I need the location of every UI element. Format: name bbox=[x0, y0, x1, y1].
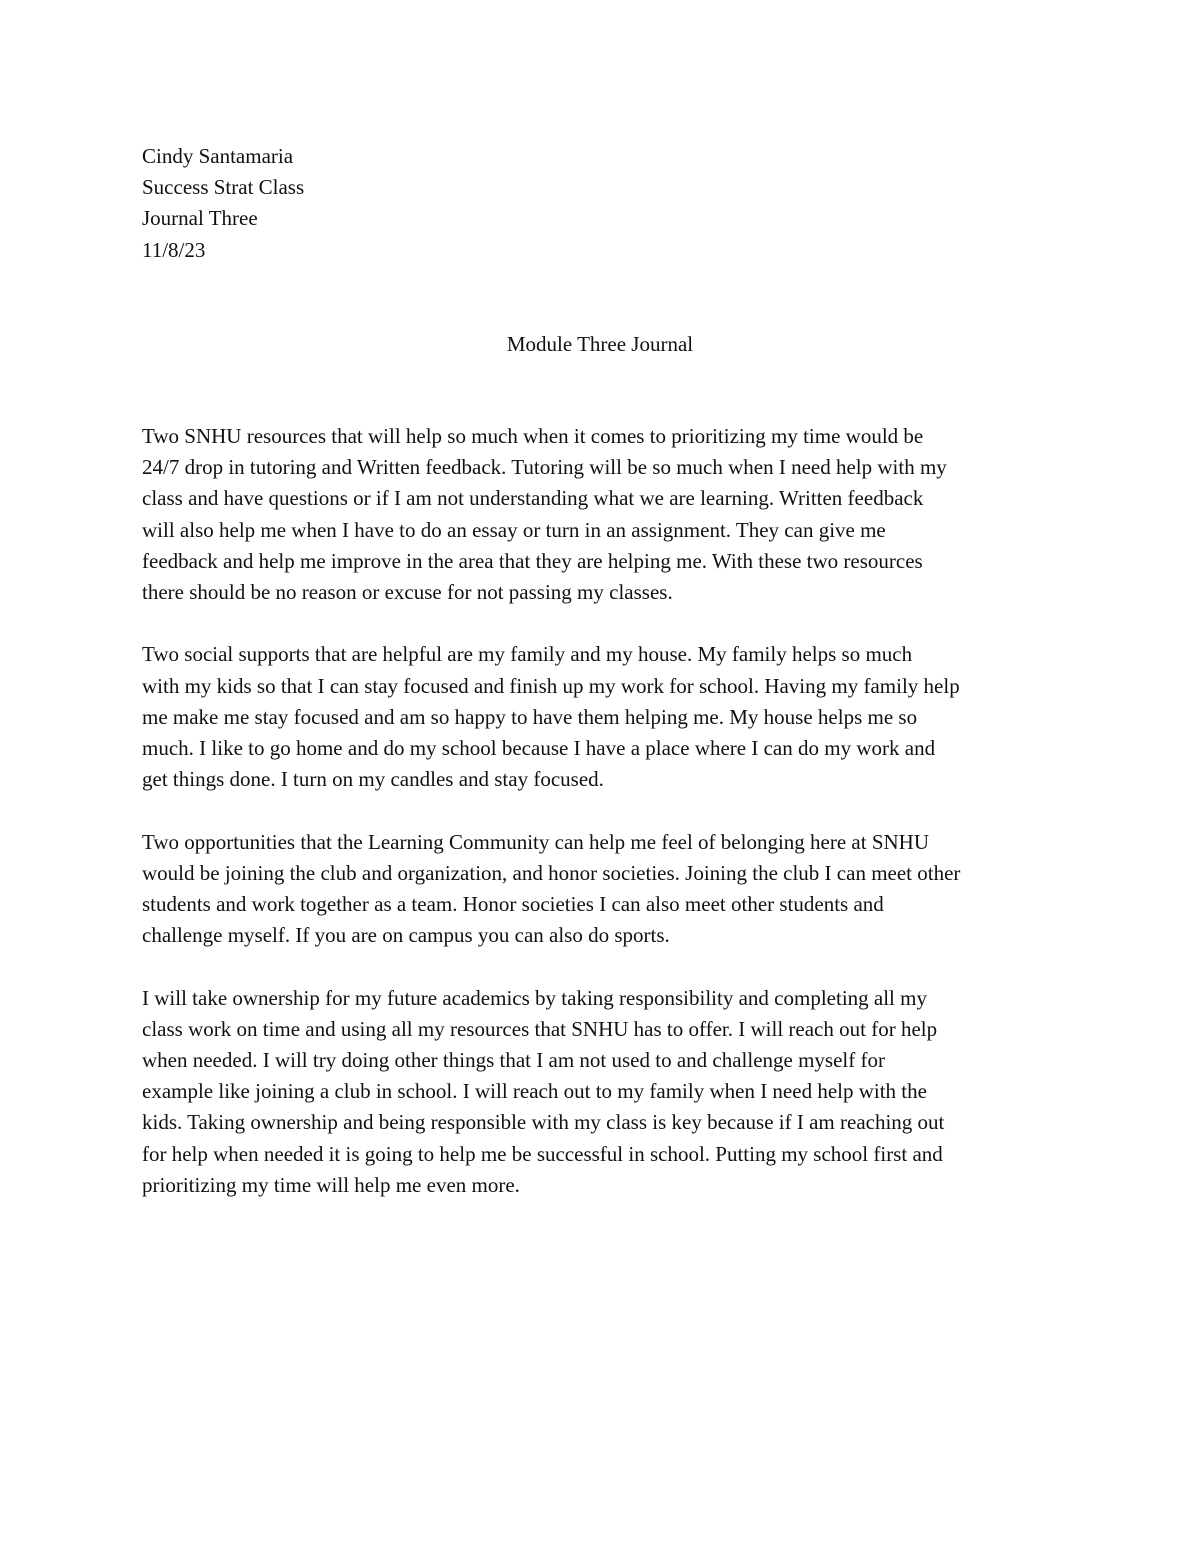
paragraph-snhu-resources bbox=[142, 421, 1072, 608]
paragraph-line: 24/7 drop in tutoring and Written feedback. Tutoring will be so much when I need help with my bbox=[142, 455, 947, 480]
document-date: 11/8/23 bbox=[142, 237, 206, 262]
paragraph-social-supports bbox=[142, 639, 1072, 795]
course-name: Success Strat Class bbox=[142, 175, 305, 200]
paragraph-line: me make me stay focused and am so happy to have them helping me. My house helps me so bbox=[142, 704, 918, 729]
paragraph-line: for help when needed it is going to help me be successful in school. Putting my school first and bbox=[142, 1141, 943, 1166]
document-body bbox=[142, 421, 1072, 1232]
paragraph-learning-community bbox=[142, 827, 1072, 952]
paragraph-line: kids. Taking ownership and being responsible with my class is key because if I am reaching out bbox=[142, 1110, 945, 1135]
paragraph-line: feedback and help me improve in the area that they are helping me. With these two resources bbox=[142, 548, 923, 573]
document-header bbox=[142, 141, 1042, 266]
paragraph-line: when needed. I will try doing other things that I am not used to and challenge myself for bbox=[142, 1048, 885, 1073]
paragraph-line: with my kids so that I can stay focused and finish up my work for school. Having my family help bbox=[142, 673, 960, 698]
author-name: Cindy Santamaria bbox=[142, 144, 294, 168]
assignment-name: Journal Three bbox=[142, 206, 258, 231]
paragraph-line: I will take ownership for my future academics by taking responsibility and completing all my bbox=[142, 985, 927, 1010]
paragraph-line: Two opportunities that the Learning Community can help me feel of belonging here at SNHU bbox=[142, 829, 930, 854]
paragraph-line: would be joining the club and organization, and honor societies. Joining the club I can meet other bbox=[142, 860, 961, 885]
paragraph-line: Two SNHU resources that will help so much when it comes to prioritizing my time would be bbox=[142, 424, 924, 448]
paragraph-line: challenge myself. If you are on campus you can also do sports. bbox=[142, 923, 670, 948]
paragraph-line: there should be no reason or excuse for not passing my classes. bbox=[142, 580, 673, 605]
paragraph-line: class work on time and using all my resources that SNHU has to offer. I will reach out for help bbox=[142, 1016, 938, 1041]
paragraph-line: prioritizing my time will help me even more. bbox=[142, 1172, 520, 1197]
paragraph-line: will also help me when I have to do an essay or turn in an assignment. They can give me bbox=[142, 517, 886, 542]
paragraph-ownership bbox=[142, 983, 1072, 1201]
paragraph-line: much. I like to go home and do my school because I have a place where I can do my work and bbox=[142, 736, 936, 761]
paragraph-line: class and have questions or if I am not understanding what we are learning. Written feedback bbox=[142, 486, 924, 511]
paragraph-line: Two social supports that are helpful are my family and my house. My family helps so much bbox=[142, 642, 913, 667]
document-title: Module Three Journal bbox=[506, 332, 694, 356]
paragraph-line: example like joining a club in school. I will reach out to my family when I need help with the bbox=[142, 1079, 927, 1104]
paragraph-line: students and work together as a team. Honor societies I can also meet other students and bbox=[142, 892, 884, 917]
paragraph-line: get things done. I turn on my candles and stay focused. bbox=[142, 767, 604, 792]
